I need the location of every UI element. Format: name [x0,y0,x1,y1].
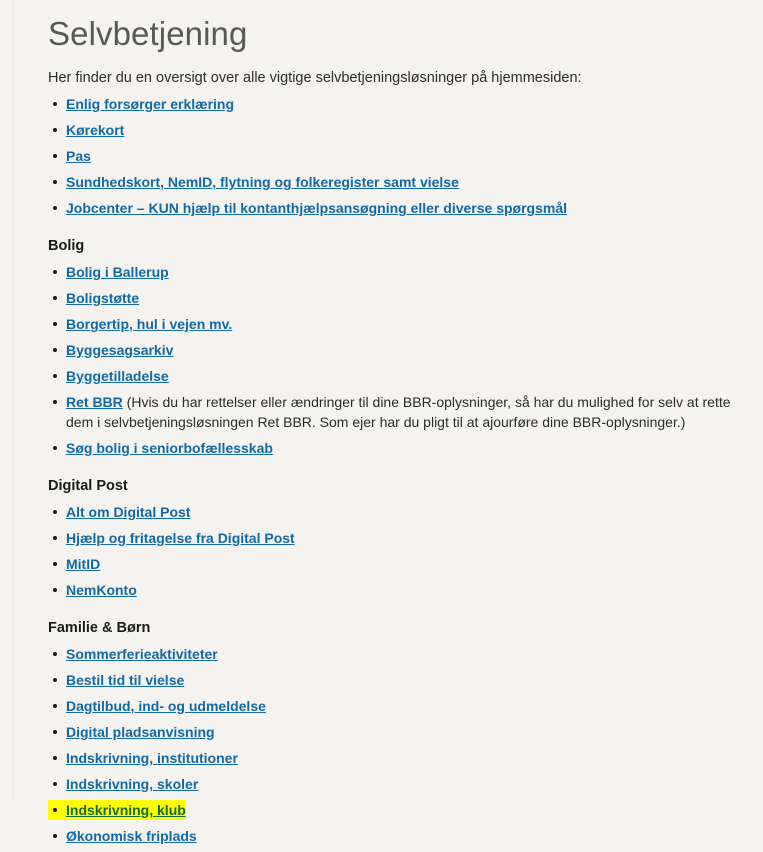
link-indskrivning-institutioner[interactable]: Indskrivning, institutioner [66,750,238,766]
link-list-familie-boern [48,644,743,846]
sections-container [48,236,743,846]
link-bestil-tid-til-vielse[interactable]: Bestil tid til vielse [66,672,185,688]
section-heading-digital-post: Digital Post [48,478,128,494]
list-item [48,554,743,574]
list-item [48,262,743,282]
list-item [48,94,743,114]
list-item [48,146,743,166]
link-borgertip-hul-i-vejen-mv[interactable]: Borgertip, hul i vejen mv. [66,316,233,332]
list-item [48,314,743,334]
list-item [48,696,743,716]
link-alt-om-digital-post[interactable]: Alt om Digital Post [66,504,191,520]
link-sundhedskort-nemid-flytning-og-folkeregi[interactable]: Sundhedskort, NemID, flytning og folkeregister samt vielse [66,174,459,190]
link-koerekort[interactable]: Kørekort [66,122,125,138]
link-oekonomisk-friplads[interactable]: Økonomisk friplads [66,828,197,844]
link-digital-pladsanvisning[interactable]: Digital pladsanvisning [66,724,215,740]
link-enlig-forsoerger-erklaering[interactable]: Enlig forsørger erklæring [66,96,235,112]
list-item [48,438,743,458]
link-mitid[interactable]: MitID [66,556,101,572]
intro-paragraph: Her finder du en oversigt over alle vigtige selvbetjeningsløsninger på hjemmesiden: [48,70,582,86]
link-bolig-i-ballerup[interactable]: Bolig i Ballerup [66,264,169,280]
list-item [48,172,743,192]
item-note: (Hvis du har rettelser eller ændringer til dine BBR-oplysninger, så har du mulighed for selv at rette dem i selvbetjeningsløsningen Ret BBR. Som ejer har du pligt til at ajourføre dine BBR-oplysninger.) [66,394,731,430]
link-soeg-bolig-i-seniorbofaellesskab[interactable]: Søg bolig i seniorbofællesskab [66,440,273,456]
link-hjaelp-og-fritagelse-fra-digital-post[interactable]: Hjælp og fritagelse fra Digital Post [66,530,295,546]
link-list-digital-post [48,502,743,600]
list-item [48,670,743,690]
list-item [48,198,743,218]
list-item [48,288,743,308]
list-item [48,392,743,432]
list-item [48,580,743,600]
link-nemkonto[interactable]: NemKonto [66,582,137,598]
link-jobcenter-kun-hjaelp-til-kontanthjaelpsa[interactable]: Jobcenter – KUN hjælp til kontanthjælpsansøgning eller diverse spørgsmål [66,200,567,216]
link-list-bolig [48,262,743,458]
top-link-list [48,94,743,218]
section-heading-familie-boern: Familie & Børn [48,620,151,636]
section-heading-bolig: Bolig [48,238,85,254]
list-item [48,528,743,548]
link-dagtilbud-ind-og-udmeldelse[interactable]: Dagtilbud, ind- og udmeldelse [66,698,266,714]
link-indskrivning-skoler[interactable]: Indskrivning, skoler [66,776,199,792]
link-boligstoette[interactable]: Boligstøtte [66,290,140,306]
list-item [48,366,743,386]
list-item [48,644,743,664]
list-item [48,826,743,846]
list-item [48,774,743,794]
link-byggesagsarkiv[interactable]: Byggesagsarkiv [66,342,174,358]
list-item [48,748,743,768]
link-indskrivning-klub[interactable]: Indskrivning, klub [66,802,186,818]
link-ret-bbr[interactable]: Ret BBR [66,394,123,410]
link-sommerferieaktiviteter[interactable]: Sommerferieaktiviteter [66,646,218,662]
list-item [48,800,743,820]
link-byggetilladelse[interactable]: Byggetilladelse [66,368,169,384]
page-title: Selvbetjening [48,15,248,52]
link-pas[interactable]: Pas [66,148,91,164]
list-item [48,722,743,742]
list-item [48,340,743,360]
list-item [48,502,743,522]
list-item [48,120,743,140]
